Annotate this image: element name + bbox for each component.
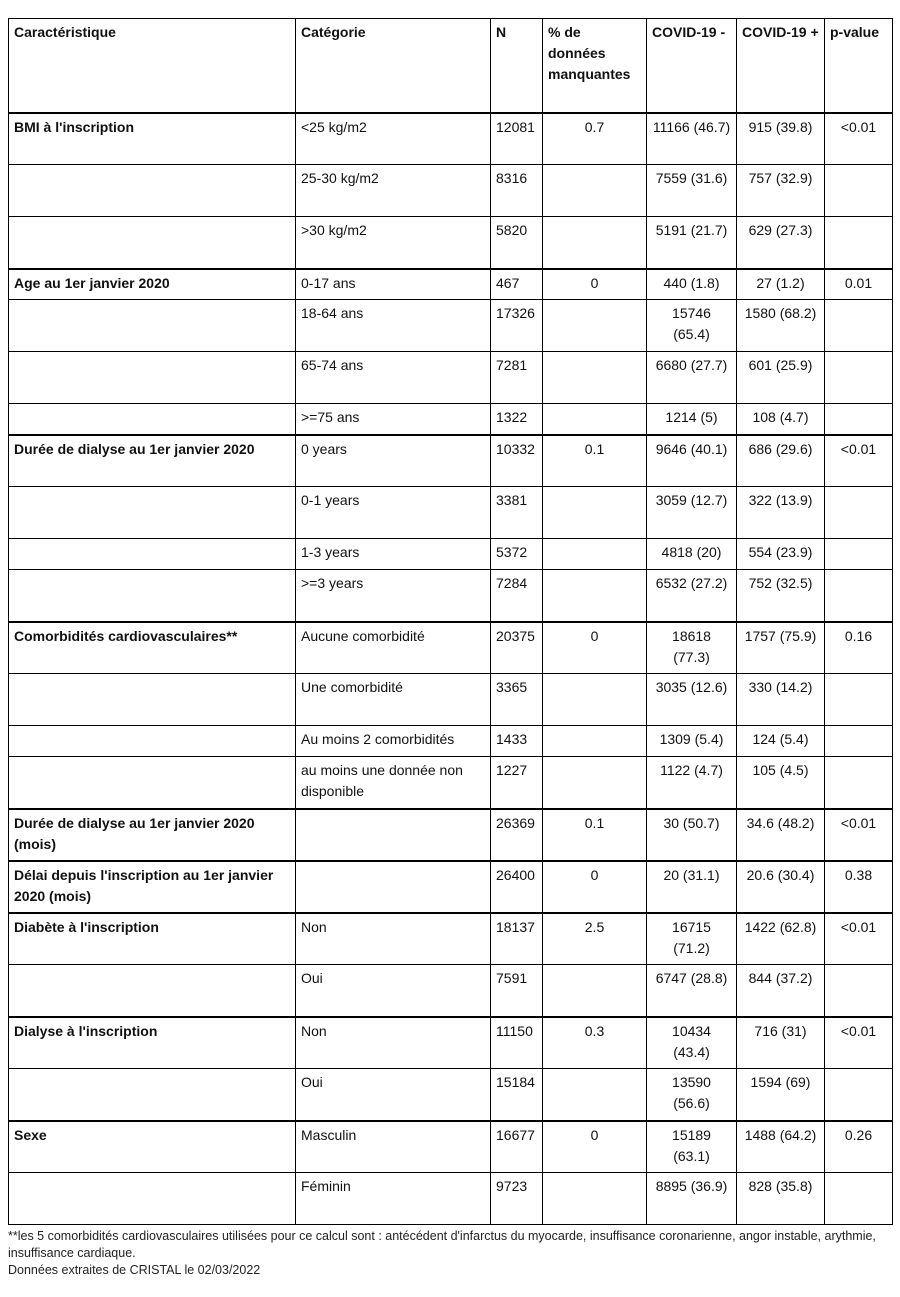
table-cell: 0.16 [825,622,893,674]
table-row [9,965,893,1017]
table-cell: 30 (50.7) [647,809,737,861]
table-cell: 9723 [491,1173,543,1225]
table-cell: 0 years [296,435,491,487]
table-cell [9,300,296,352]
table-row [9,113,893,165]
table-cell: 629 (27.3) [737,217,825,269]
table-cell: 3365 [491,674,543,726]
table-cell: 0 [543,861,647,913]
table-cell [543,352,647,404]
table-cell: 757 (32.9) [737,165,825,217]
table-row [9,435,893,487]
table-cell: 20375 [491,622,543,674]
table-cell: 322 (13.9) [737,487,825,539]
table-cell: 25-30 kg/m2 [296,165,491,217]
table-cell: 18-64 ans [296,300,491,352]
table-cell: 0 [543,1121,647,1173]
table-cell: Oui [296,1069,491,1121]
table-cell: 18137 [491,913,543,965]
table-cell [296,809,491,861]
table-cell: 3035 (12.6) [647,674,737,726]
table-cell [9,674,296,726]
table-cell: <0.01 [825,809,893,861]
table-cell: 10332 [491,435,543,487]
table-cell: 5191 (21.7) [647,217,737,269]
table-row [9,570,893,622]
table-cell: 16715 (71.2) [647,913,737,965]
table-cell: 0 [543,269,647,300]
table-row [9,913,893,965]
table-row [9,300,893,352]
header-cell: COVID-19 - [647,19,737,113]
table-cell: 20.6 (30.4) [737,861,825,913]
table-row [9,1121,893,1173]
table-cell: Oui [296,965,491,1017]
table-cell [543,165,647,217]
table-cell: 716 (31) [737,1017,825,1069]
table-cell: 26400 [491,861,543,913]
table-row [9,269,893,300]
table-cell [543,674,647,726]
table-cell: >=75 ans [296,404,491,435]
table-cell: 16677 [491,1121,543,1173]
table-cell: <0.01 [825,113,893,165]
table-cell [9,352,296,404]
table-cell: >30 kg/m2 [296,217,491,269]
table-cell: <0.01 [825,1017,893,1069]
table-cell: Diabète à l'inscription [9,913,296,965]
table-cell [543,1173,647,1225]
table-cell [825,726,893,757]
table-cell [296,861,491,913]
table-cell: Non [296,913,491,965]
header-cell: Catégorie [296,19,491,113]
table-cell: Non [296,1017,491,1069]
table-cell [825,539,893,570]
table-cell [543,726,647,757]
table-cell: 9646 (40.1) [647,435,737,487]
table-cell [543,1069,647,1121]
header-cell: Caractéristique [9,19,296,113]
table-cell [543,757,647,809]
table-cell: 1433 [491,726,543,757]
table-cell: 6680 (27.7) [647,352,737,404]
table-cell: 1227 [491,757,543,809]
table-cell: 1309 (5.4) [647,726,737,757]
table-row [9,1017,893,1069]
table-cell: 1214 (5) [647,404,737,435]
table-cell: 10434 (43.4) [647,1017,737,1069]
table-cell: 0.7 [543,113,647,165]
table-cell: Durée de dialyse au 1er janvier 2020 (mois) [9,809,296,861]
table-cell: >=3 years [296,570,491,622]
table-cell [9,570,296,622]
table-cell [9,1173,296,1225]
table-cell: 915 (39.8) [737,113,825,165]
table-row [9,404,893,435]
table-cell [825,404,893,435]
table-cell [9,539,296,570]
table-cell: Masculin [296,1121,491,1173]
table-cell: 844 (37.2) [737,965,825,1017]
table-cell: au moins une donnée non disponible [296,757,491,809]
table-cell: 124 (5.4) [737,726,825,757]
table-cell [9,726,296,757]
table-cell: 7591 [491,965,543,1017]
table-cell: 5820 [491,217,543,269]
table-cell: 330 (14.2) [737,674,825,726]
table-cell: 2.5 [543,913,647,965]
table-cell: 15184 [491,1069,543,1121]
table-cell: <0.01 [825,435,893,487]
table-cell: 1422 (62.8) [737,913,825,965]
table-header-row [9,19,893,113]
table-cell [825,1173,893,1225]
table-cell: 7284 [491,570,543,622]
table-cell: <25 kg/m2 [296,113,491,165]
characteristics-table [8,18,893,1225]
table-cell: 12081 [491,113,543,165]
table-cell: Age au 1er janvier 2020 [9,269,296,300]
table-cell: 6532 (27.2) [647,570,737,622]
table-row [9,622,893,674]
table-row [9,487,893,539]
table-cell: 0.38 [825,861,893,913]
table-cell: 3381 [491,487,543,539]
table-cell: Sexe [9,1121,296,1173]
table-cell [543,570,647,622]
table-cell: 0.26 [825,1121,893,1173]
table-row [9,217,893,269]
table-cell: Au moins 2 comorbidités [296,726,491,757]
table-cell [543,300,647,352]
table-cell: Durée de dialyse au 1er janvier 2020 [9,435,296,487]
table-row [9,861,893,913]
table-cell [9,1069,296,1121]
table-cell: Comorbidités cardiovasculaires** [9,622,296,674]
table-cell [825,165,893,217]
table-cell: 1322 [491,404,543,435]
table-cell [825,1069,893,1121]
table-cell: Dialyse à l'inscription [9,1017,296,1069]
footnote-comorbidities: **les 5 comorbidités cardiovasculaires utilisées pour ce calcul sont : antécédent d'infarctus du myocarde, insuffisance coronarienne, angor instable, arythmie, insuffisance cardiaque. [8,1229,876,1260]
table-cell: 7281 [491,352,543,404]
table-cell: 1122 (4.7) [647,757,737,809]
table-cell: BMI à l'inscription [9,113,296,165]
table-cell: 108 (4.7) [737,404,825,435]
table-cell: 0.1 [543,809,647,861]
table-cell: 0-17 ans [296,269,491,300]
header-cell: N [491,19,543,113]
table-cell [825,570,893,622]
table-cell [543,539,647,570]
table-cell [9,165,296,217]
header-cell: % de données manquantes [543,19,647,113]
table-cell: 17326 [491,300,543,352]
footnote [8,1228,894,1279]
table-cell: Une comorbidité [296,674,491,726]
table-cell: 11150 [491,1017,543,1069]
table-row [9,757,893,809]
table-cell: 6747 (28.8) [647,965,737,1017]
table-cell: 1488 (64.2) [737,1121,825,1173]
table-cell [9,487,296,539]
table-cell [825,674,893,726]
table-cell [825,487,893,539]
table-cell [825,965,893,1017]
table-cell [9,757,296,809]
table-cell: 1757 (75.9) [737,622,825,674]
table-cell: 1594 (69) [737,1069,825,1121]
table-cell: 18618 (77.3) [647,622,737,674]
table-cell: 3059 (12.7) [647,487,737,539]
table-cell: 0 [543,622,647,674]
table-cell: 440 (1.8) [647,269,737,300]
table-cell: 4818 (20) [647,539,737,570]
table-cell: 0.01 [825,269,893,300]
table-cell: Aucune comorbidité [296,622,491,674]
table-row [9,1173,893,1225]
table-cell: 5372 [491,539,543,570]
table-cell [543,487,647,539]
table-cell: 1580 (68.2) [737,300,825,352]
table-row [9,352,893,404]
table-cell: 828 (35.8) [737,1173,825,1225]
table-cell [9,217,296,269]
table-cell: 20 (31.1) [647,861,737,913]
table-cell: 0.3 [543,1017,647,1069]
table-cell [9,965,296,1017]
table-cell: Délai depuis l'inscription au 1er janvier 2020 (mois) [9,861,296,913]
table-row [9,726,893,757]
table-cell: 686 (29.6) [737,435,825,487]
table-cell [825,217,893,269]
table-cell [543,217,647,269]
table-cell [825,757,893,809]
footnote-source: Données extraites de CRISTAL le 02/03/2022 [8,1263,261,1277]
table-cell [825,352,893,404]
table-cell: 105 (4.5) [737,757,825,809]
table-cell: 467 [491,269,543,300]
table-cell: 601 (25.9) [737,352,825,404]
table-cell: 7559 (31.6) [647,165,737,217]
table-cell: 65-74 ans [296,352,491,404]
table-cell: 8895 (36.9) [647,1173,737,1225]
table-cell: 0-1 years [296,487,491,539]
table-cell: 27 (1.2) [737,269,825,300]
table-cell: 34.6 (48.2) [737,809,825,861]
table-cell [543,965,647,1017]
table-cell [543,404,647,435]
table-cell [825,300,893,352]
table-row [9,1069,893,1121]
table-cell: 0.1 [543,435,647,487]
table-cell: 15746 (65.4) [647,300,737,352]
table-cell: 11166 (46.7) [647,113,737,165]
table-cell [9,404,296,435]
table-cell: 13590 (56.6) [647,1069,737,1121]
table-cell: 26369 [491,809,543,861]
table-row [9,674,893,726]
table-cell: 554 (23.9) [737,539,825,570]
table-row [9,809,893,861]
table-cell: Féminin [296,1173,491,1225]
table-cell: 1-3 years [296,539,491,570]
table-cell: 15189 (63.1) [647,1121,737,1173]
table-cell: 8316 [491,165,543,217]
table-cell: 752 (32.5) [737,570,825,622]
table-cell: <0.01 [825,913,893,965]
table-row [9,539,893,570]
header-cell: COVID-19 + [737,19,825,113]
header-cell: p-value [825,19,893,113]
table-row [9,165,893,217]
